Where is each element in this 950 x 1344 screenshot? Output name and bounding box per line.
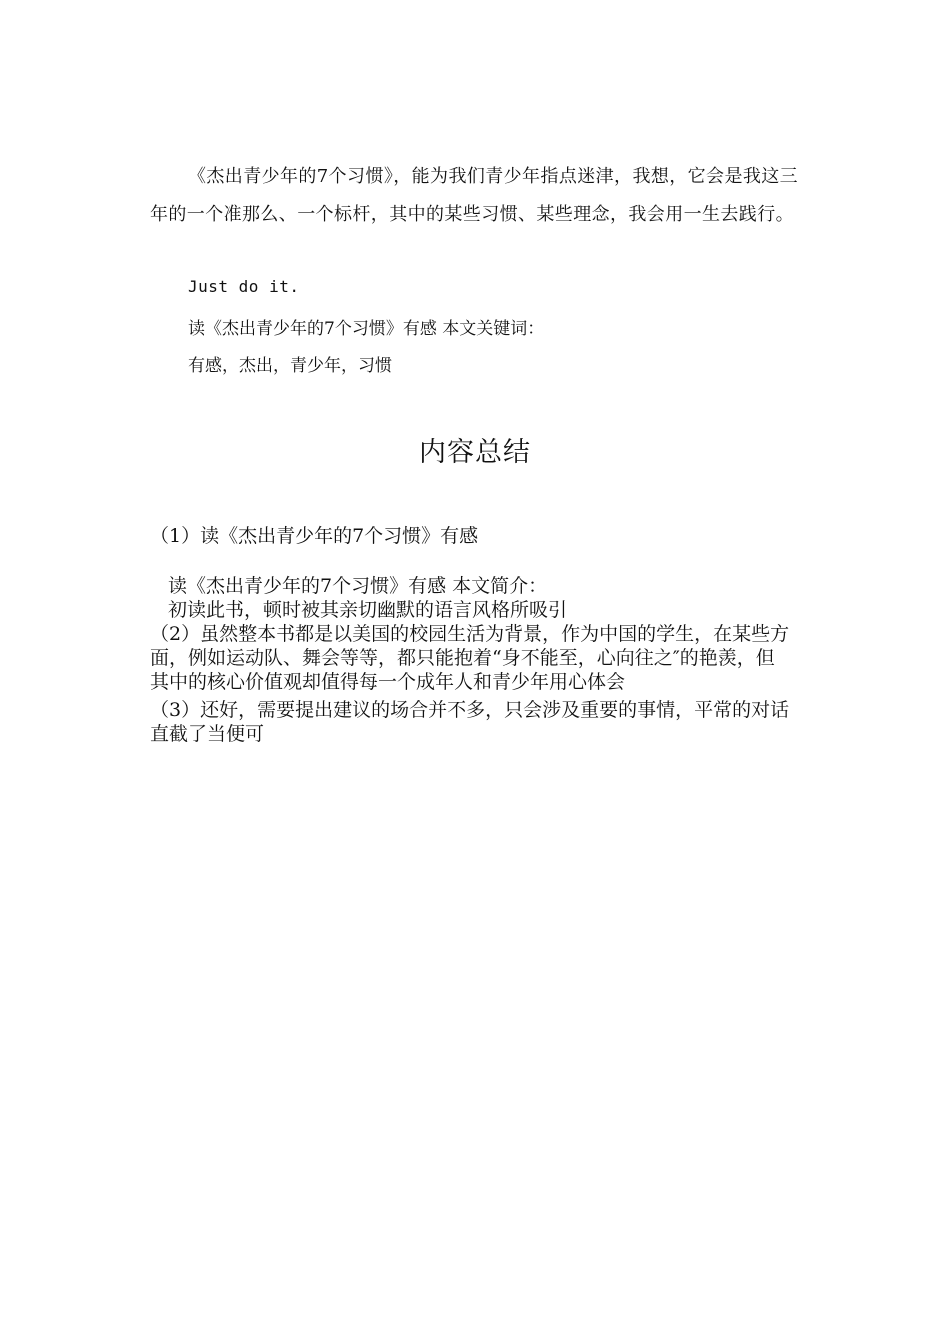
summary-item-1: （1）读《杰出青少年的7个习惯》有感 [150,525,479,547]
keywords-title: 读《杰出青少年的7个习惯》有感 本文关键词： [188,319,545,339]
summary-title: 内容总结 [419,437,531,468]
body-paragraph: 《杰出青少年的7个习惯》，能为我们青少年指点迷津，我想，它会是我这三年的一个准那么、一个标杆，其中的某些习惯、某些理念，我会用一生去践行。 [150,166,799,225]
summary-item-3: （3）还好，需要提出建议的场合并不多，只会涉及重要的事情，平常的对话直截了当便可 [150,699,790,745]
just-do-it-line: Just do it. [188,277,300,296]
summary-item-2: （2）虽然整本书都是以美国的校园生活为背景，作为中国的学生，在某些方面，例如运动队、舞会等等，都只能抱着“身不能至，心向往之″的艳羡，但其中的核心价值观却值得每一个成年人和青少年用心体会 [150,623,790,693]
keywords-list: 有感，杰出，青少年，习惯 [188,356,392,376]
summary-intro-line-2: 初读此书，顿时被其亲切幽默的语言风格所吸引 [168,599,568,621]
summary-intro-line-1: 读《杰出青少年的7个习惯》有感 本文简介： [168,575,548,597]
